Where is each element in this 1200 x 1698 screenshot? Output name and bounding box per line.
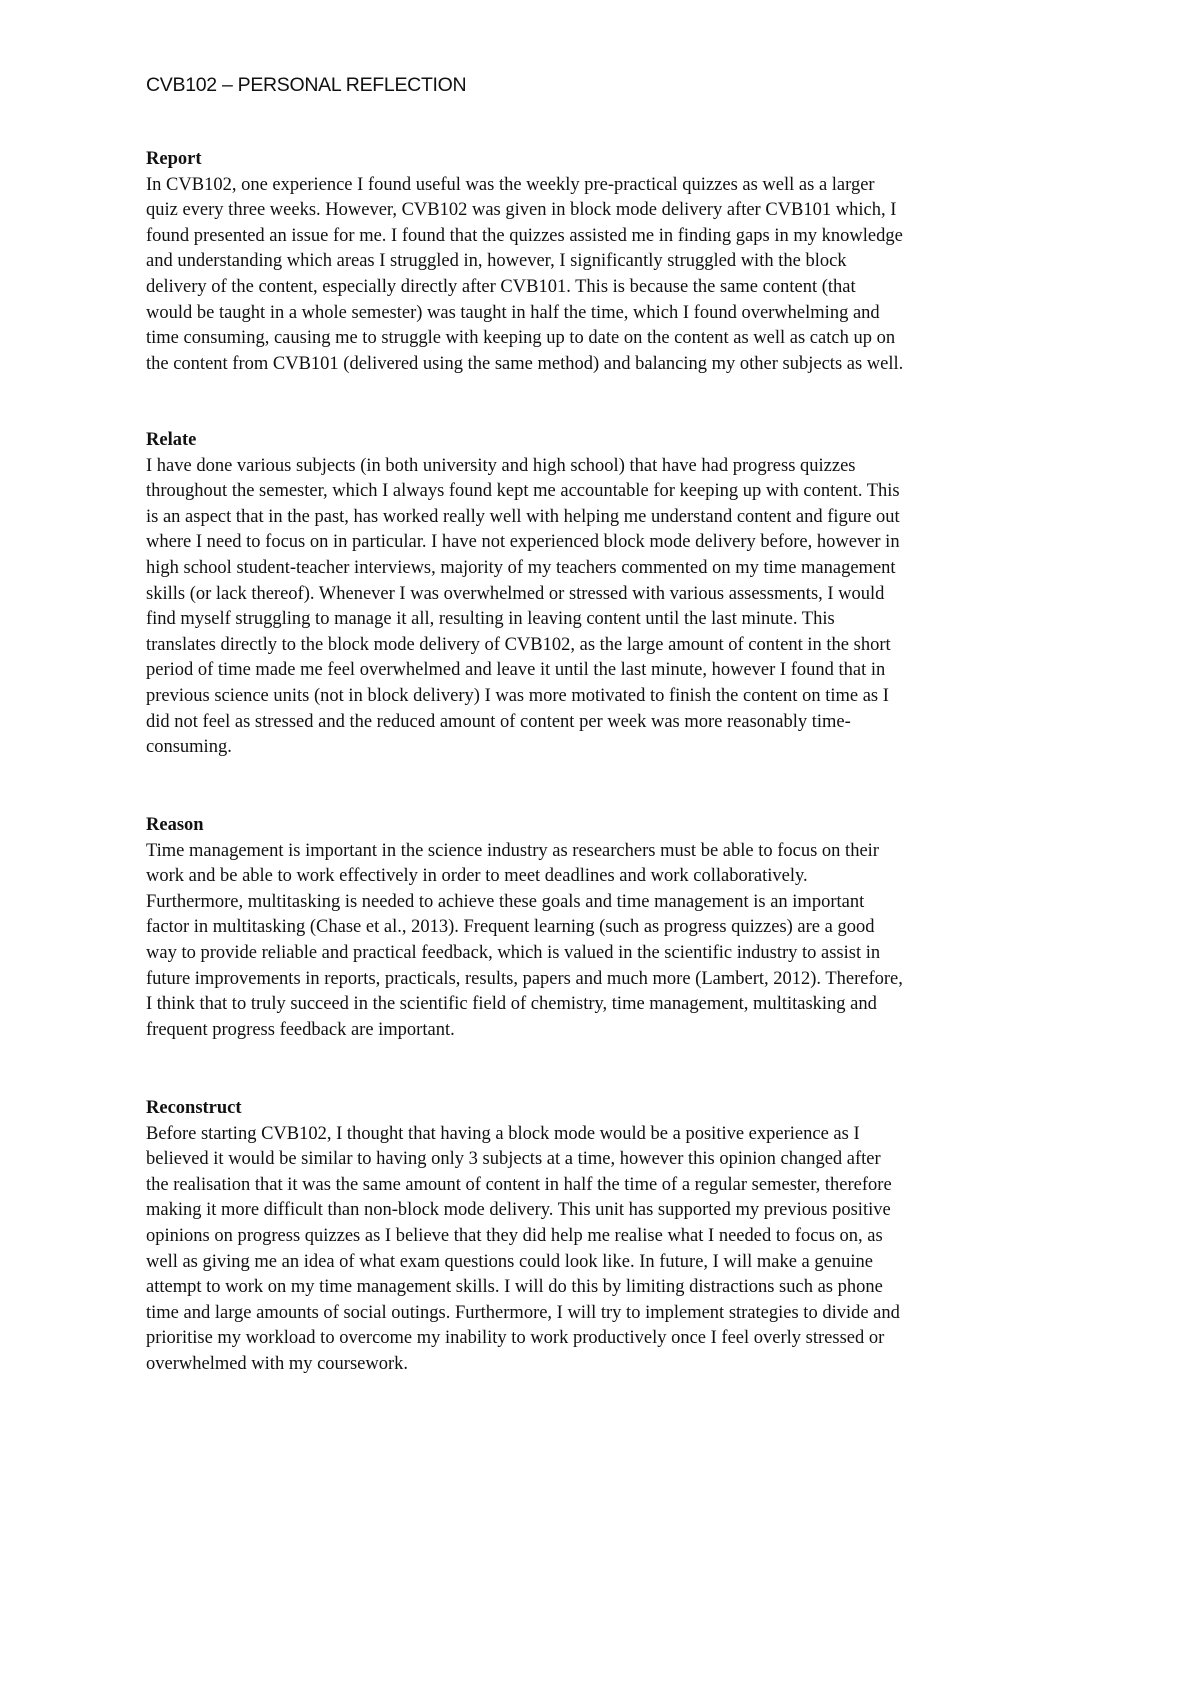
body-line: quiz every three weeks. However, CVB102 was given in block mode delivery after CVB101 which, I <box>146 200 897 221</box>
section-body <box>146 173 1066 378</box>
body-line: is an aspect that in the past, has worked really well with helping me understand content and figure out <box>146 506 900 527</box>
body-line: high school student-teacher interviews, majority of my teachers commented on my time management <box>146 557 896 578</box>
section-heading: Report <box>146 149 202 169</box>
body-line: future improvements in reports, practicals, results, papers and much more (Lambert, 2012). Therefore, <box>146 968 903 989</box>
body-line: prioritise my workload to overcome my inability to work productively once I feel overly stressed or <box>146 1328 885 1349</box>
body-line: believed it would be similar to having only 3 subjects at a time, however this opinion changed after <box>146 1149 881 1170</box>
section-reason <box>146 813 1066 1043</box>
body-line: time and large amounts of social outings. Furthermore, I will try to implement strategies to divide and <box>146 1302 900 1323</box>
body-line: consuming. <box>146 737 232 758</box>
body-line: opinions on progress quizzes as I believe that they did help me realise what I needed to focus on, as <box>146 1225 883 1246</box>
body-line: attempt to work on my time management skills. I will do this by limiting distractions such as phone <box>146 1277 883 1298</box>
section-body <box>146 839 1066 1044</box>
body-line: where I need to focus on in particular. I have not experienced block mode delivery before, however in <box>146 532 900 553</box>
section-reconstruct <box>146 1096 1066 1378</box>
body-line: did not feel as stressed and the reduced amount of content per week was more reasonably time- <box>146 711 851 732</box>
body-line: found presented an issue for me. I found that the quizzes assisted me in finding gaps in my knowledge <box>146 225 903 246</box>
body-line: the content from CVB101 (delivered using the same method) and balancing my other subjects as well. <box>146 353 904 374</box>
section-heading: Reason <box>146 815 204 835</box>
body-line: period of time made me feel overwhelmed and leave it until the last minute, however I found that in <box>146 660 886 681</box>
section-body <box>146 1122 1066 1378</box>
body-line: skills (or lack thereof). Whenever I was overwhelmed or stressed with various assessments, I would <box>146 583 885 604</box>
section-report <box>146 147 1066 377</box>
body-line: making it more difficult than non-block mode delivery. This unit has supported my previous positive <box>146 1200 891 1221</box>
section-relate <box>146 428 1066 761</box>
body-line: find myself struggling to manage it all, resulting in leaving content until the last minute. This <box>146 609 835 630</box>
body-line: Furthermore, multitasking is needed to achieve these goals and time management is an important <box>146 891 865 912</box>
section-heading: Relate <box>146 430 197 450</box>
body-line: well as giving me an idea of what exam questions could look like. In future, I will make a genuine <box>146 1251 873 1272</box>
section-heading: Reconstruct <box>146 1098 242 1118</box>
body-line: previous science units (not in block delivery) I was more motivated to finish the content on time as I <box>146 685 889 706</box>
body-line: way to provide reliable and practical feedback, which is valued in the scientific industry to assist in <box>146 942 881 963</box>
body-line: I think that to truly succeed in the scientific field of chemistry, time management, multitasking and <box>146 994 877 1015</box>
body-line: factor in multitasking (Chase et al., 2013). Frequent learning (such as progress quizzes) are a good <box>146 917 875 938</box>
body-line: overwhelmed with my coursework. <box>146 1353 409 1374</box>
body-line: Before starting CVB102, I thought that having a block mode would be a positive experience as I <box>146 1123 860 1144</box>
body-line: In CVB102, one experience I found useful was the weekly pre-practical quizzes as well as a larger <box>146 174 875 195</box>
body-line: the realisation that it was the same amount of content in half the time of a regular semester, therefore <box>146 1174 892 1195</box>
body-line: work and be able to work effectively in order to meet deadlines and work collaboratively. <box>146 866 808 887</box>
body-line: frequent progress feedback are important. <box>146 1019 455 1040</box>
body-line: throughout the semester, which I always found kept me accountable for keeping up with content. This <box>146 481 900 502</box>
body-line: Time management is important in the science industry as researchers must be able to focus on their <box>146 840 879 861</box>
body-line: and understanding which areas I struggled in, however, I significantly struggled with the block <box>146 251 847 272</box>
body-line: would be taught in a whole semester) was taught in half the time, which I found overwhelming and <box>146 302 880 323</box>
body-line: translates directly to the block mode delivery of CVB102, as the large amount of content in the short <box>146 634 891 655</box>
section-body <box>146 454 1066 761</box>
document-title: CVB102 – PERSONAL REFLECTION <box>146 74 467 96</box>
body-line: I have done various subjects (in both university and high school) that have had progress quizzes <box>146 455 856 476</box>
body-line: time consuming, causing me to struggle with keeping up to date on the content as well as catch up on <box>146 328 896 349</box>
body-line: delivery of the content, especially directly after CVB101. This is because the same content (that <box>146 276 856 297</box>
